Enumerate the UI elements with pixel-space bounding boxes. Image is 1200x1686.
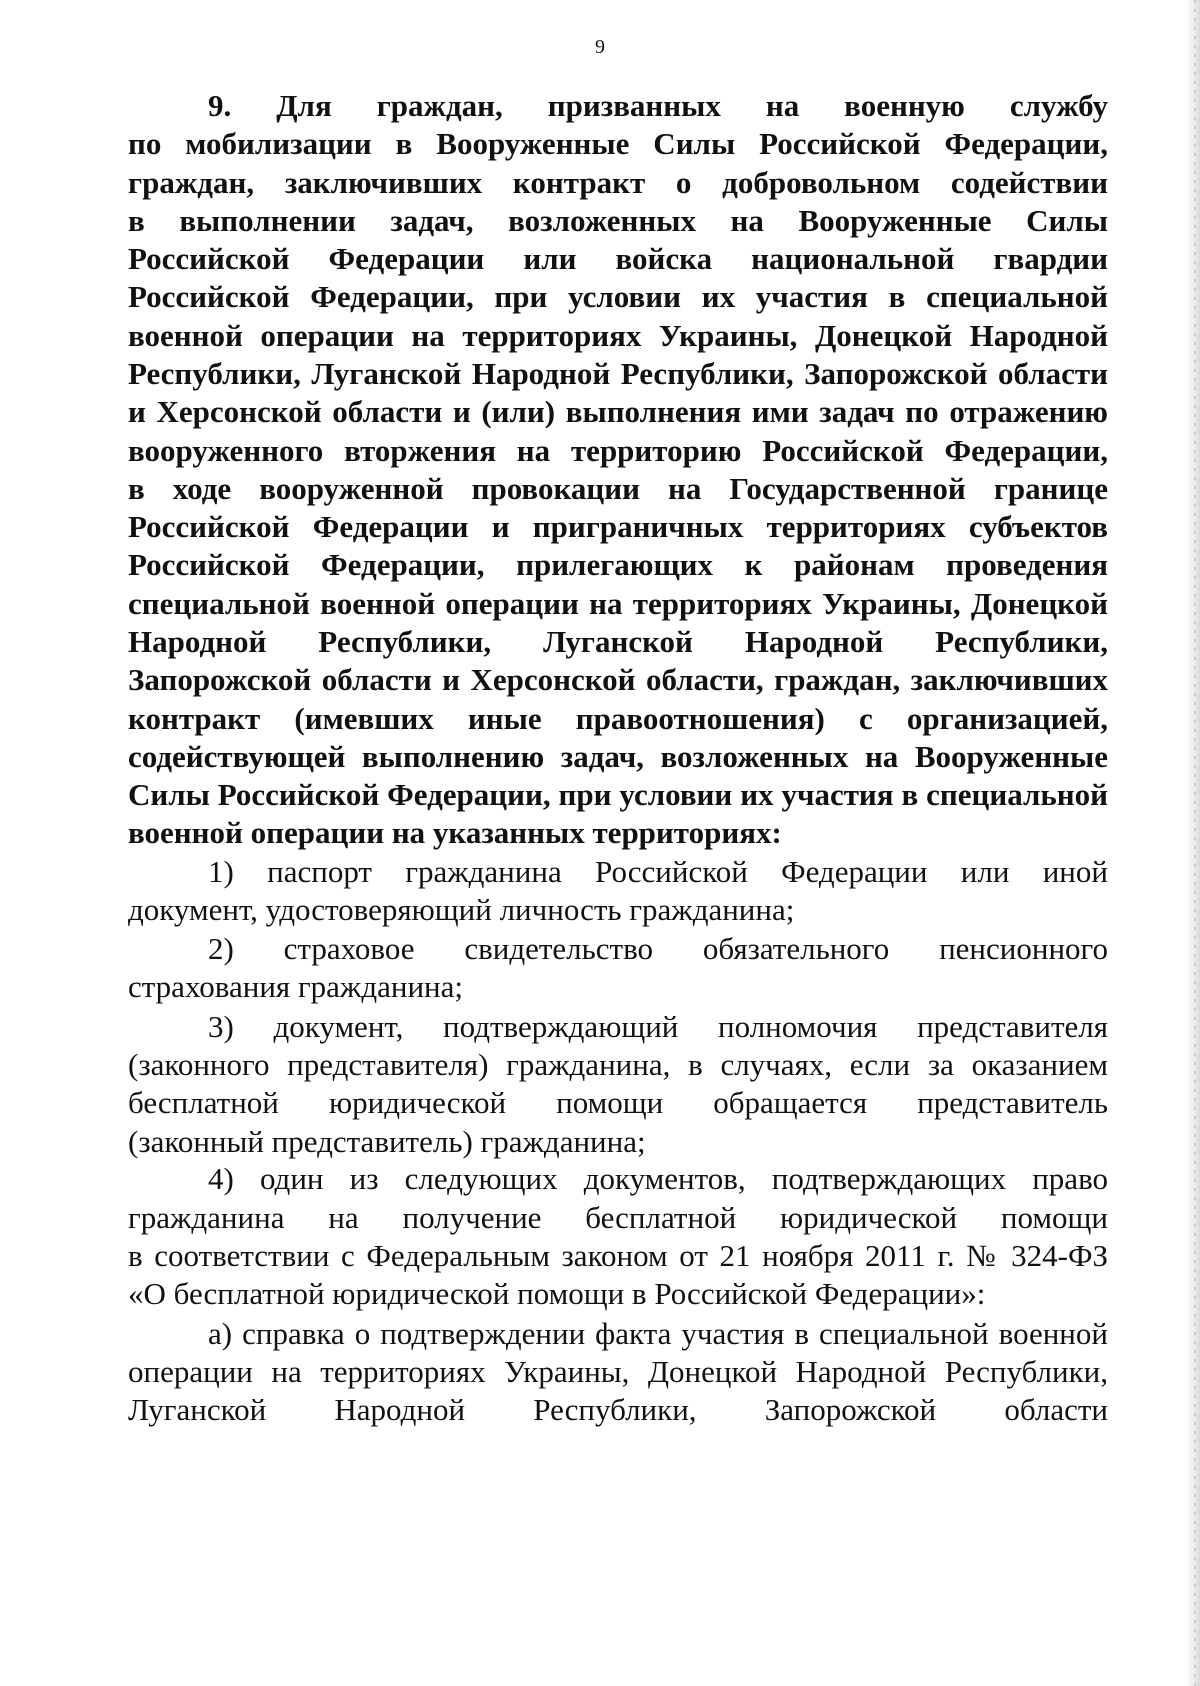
- list-item-2-line: страхования гражданина;: [128, 969, 464, 1004]
- sub-item-a-line: операции на территориях Украины, Донецкой Народной Республики,: [128, 1354, 1108, 1389]
- paragraph-line: Республики, Луганской Народной Республики, Запорожской области: [128, 356, 1108, 391]
- paragraph-line: Российской Федерации или войска национальной гвардии: [128, 241, 1108, 276]
- list-item-4-line: «О бесплатной юридической помощи в Российской Федерации»:: [128, 1276, 986, 1311]
- list-item-3-line: (законного представителя) гражданина, в случаях, если за оказанием: [128, 1047, 1108, 1082]
- list-item-4-line: гражданина на получение бесплатной юридической помощи: [128, 1200, 1108, 1235]
- paragraph-line: Российской Федерации, прилегающих к районам проведения: [128, 547, 1108, 582]
- list-item-3-line: 3) документ, подтверждающий полномочия представителя: [208, 1009, 1108, 1044]
- paragraph-line: и Херсонской области и (или) выполнения ими задач по отражению: [128, 394, 1108, 429]
- paragraph-line: контракт (имевших иные правоотношения) с организацией,: [128, 701, 1108, 736]
- paragraph-line: Российской Федерации, при условии их участия в специальной: [128, 279, 1108, 314]
- paragraph-line: военной операции на указанных территориях:: [128, 815, 782, 850]
- paragraph-line: Запорожской области и Херсонской области, граждан, заключивших: [128, 662, 1108, 697]
- paragraph-line: 9. Для граждан, призванных на военную службу: [208, 88, 1108, 123]
- list-item-1-line: 1) паспорт гражданина Российской Федерации или иной: [208, 854, 1108, 889]
- scan-edge-noise: [1194, 0, 1196, 1686]
- paragraph-line: содействующей выполнению задач, возложенных на Вооруженные: [128, 739, 1108, 774]
- list-item-2-line: 2) страховое свидетельство обязательного пенсионного: [208, 931, 1108, 966]
- paragraph-line: военной операции на территориях Украины, Донецкой Народной: [128, 318, 1108, 353]
- list-item-4-line: в соответствии с Федеральным законом от 21 ноября 2011 г. № 324-ФЗ: [128, 1238, 1108, 1273]
- sub-item-a-line: а) справка о подтверждении факта участия в специальной военной: [208, 1316, 1108, 1351]
- paragraph-line: в выполнении задач, возложенных на Вооруженные Силы: [128, 203, 1108, 238]
- list-item-3-line: (законный представитель) гражданина;: [128, 1124, 646, 1159]
- paragraph-line: в ходе вооруженной провокации на Государственной границе: [128, 471, 1108, 506]
- list-item-4-line: 4) один из следующих документов, подтверждающих право: [208, 1161, 1108, 1196]
- paragraph-line: вооруженного вторжения на территорию Российской Федерации,: [128, 433, 1108, 468]
- list-item-1-line: документ, удостоверяющий личность гражданина;: [128, 892, 795, 927]
- paragraph-line: граждан, заключивших контракт о добровольном содействии: [128, 165, 1108, 200]
- page-number: 9: [595, 36, 605, 58]
- scan-edge-shadow: [1186, 0, 1200, 1686]
- list-item-3-line: бесплатной юридической помощи обращается представитель: [128, 1085, 1108, 1120]
- paragraph-line: специальной военной операции на территориях Украины, Донецкой: [128, 586, 1108, 621]
- paragraph-line: по мобилизации в Вооруженные Силы Российской Федерации,: [128, 126, 1108, 161]
- paragraph-line: Силы Российской Федерации, при условии их участия в специальной: [128, 777, 1108, 812]
- paragraph-line: Российской Федерации и приграничных территориях субъектов: [128, 509, 1108, 544]
- paragraph-line: Народной Республики, Луганской Народной Республики,: [128, 624, 1108, 659]
- sub-item-a-line: Луганской Народной Республики, Запорожской области: [128, 1392, 1108, 1427]
